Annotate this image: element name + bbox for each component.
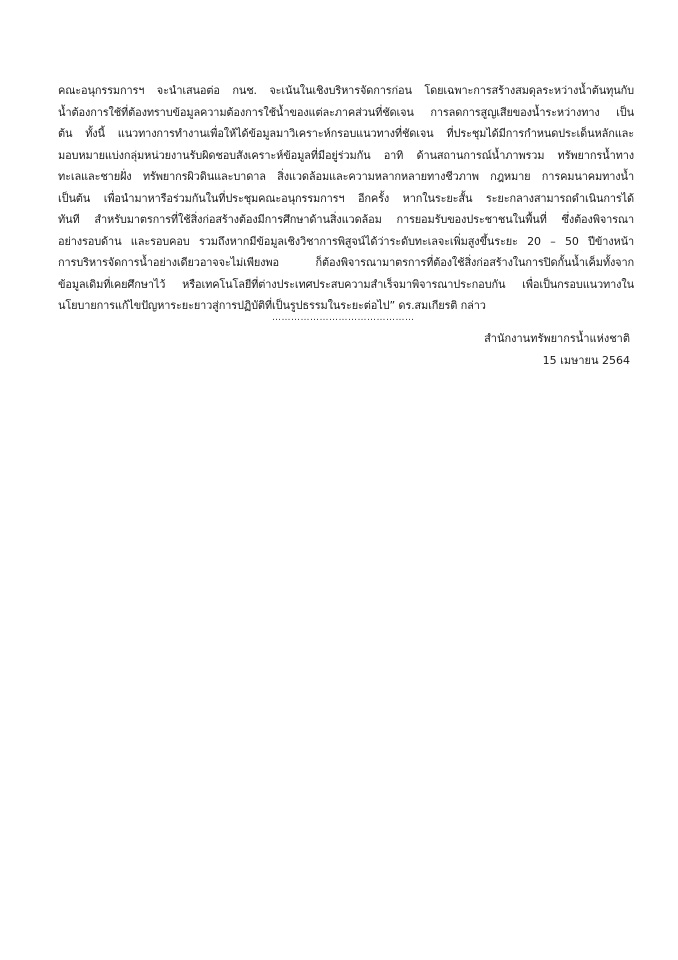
- signature-block: [484, 328, 630, 372]
- paragraph-line-2: น้ำต้องการใช้ที่ต้องทราบข้อมูลความต้องการใช้น้ำของแต่ละภาคส่วนที่ชัดเจน การลดการสูญเสียของน้ำระหว่างทาง เป็น: [58, 105, 634, 119]
- paragraph-line-6: เป็นต้น เพื่อนำมาหารือร่วมกันในที่ประชุมคณะอนุกรรมการฯ อีกครั้ง หากในระยะสั้น ระยะกลางสามารถดำเนินการได้: [58, 191, 634, 205]
- paragraph-line-4: มอบหมายแบ่งกลุ่มหน่วยงานรับผิดชอบสังเคราะห์ข้อมูลที่มีอยู่ร่วมกัน อาทิ ด้านสถานการณ์น้ำภาพรวม ทรัพยากรน้ำทาง: [58, 148, 634, 162]
- paragraph-line-8: อย่างรอบด้าน และรอบคอบ รวมถึงหากมีข้อมูลเชิงวิชาการพิสูจน์ได้ว่าระดับทะเลจะเพิ่มสูงขึ้นระยะ 20 – 50 ปีข้างหน้า: [58, 234, 634, 248]
- paragraph-line-5: ทะเลและชายฝั่ง ทรัพยากรผิวดินและบาดาล สิ่งแวดล้อมและความหลากหลายทางชีวภาพ กฎหมาย การคมนาคมทางน้ำ: [58, 170, 634, 183]
- issue-date: 15 เมษายน 2564: [542, 354, 630, 367]
- dotted-separator: ………………………………………: [272, 313, 415, 323]
- paragraph-line-7: ทันที สำหรับมาตรการที่ใช้สิ่งก่อสร้างต้องมีการศึกษาด้านสิ่งแวดล้อม การยอมรับของประชาชนในพื้นที่ ซึ่งต้องพิจารณา: [58, 213, 634, 226]
- body-paragraph: [58, 80, 634, 317]
- issuing-organization: สำนักงานทรัพยากรน้ำแห่งชาติ: [484, 332, 630, 345]
- paragraph-line-1: คณะอนุกรรมการฯ จะนำเสนอต่อ กนช. จะเน้นในเชิงบริหารจัดการก่อน โดยเฉพาะการสร้างสมดุลระหว่างน้ำต้นทุนกับ: [58, 84, 634, 97]
- paragraph-line-3: ต้น ทั้งนี้ แนวทางการทำงานเพื่อให้ได้ข้อมูลมาวิเคราะห์กรอบแนวทางที่ชัดเจน ที่ประชุมได้มีการกำหนดประเด็นหลักและ: [58, 127, 634, 140]
- paragraph-line-11: นโยบายการแก้ไขปัญหาระยะยาวสู่การปฏิบัติที่เป็นรูปธรรมในระยะต่อไป” ดร.สมเกียรติ กล่าว: [58, 299, 486, 312]
- paragraph-line-9: การบริหารจัดการน้ำอย่างเดียวอาจจะไม่เพียงพอ ก็ต้องพิจารณามาตรการที่ต้องใช้สิ่งก่อสร้างในการปิดกั้นน้ำเค็มทั้งจาก: [58, 256, 634, 269]
- paragraph-line-10: ข้อมูลเดิมที่เคยศึกษาไว้ หรือเทคโนโลยีที่ต่างประเทศประสบความสำเร็จมาพิจารณาประกอบกัน เพื่อเป็นกรอบแนวทางใน: [58, 277, 634, 291]
